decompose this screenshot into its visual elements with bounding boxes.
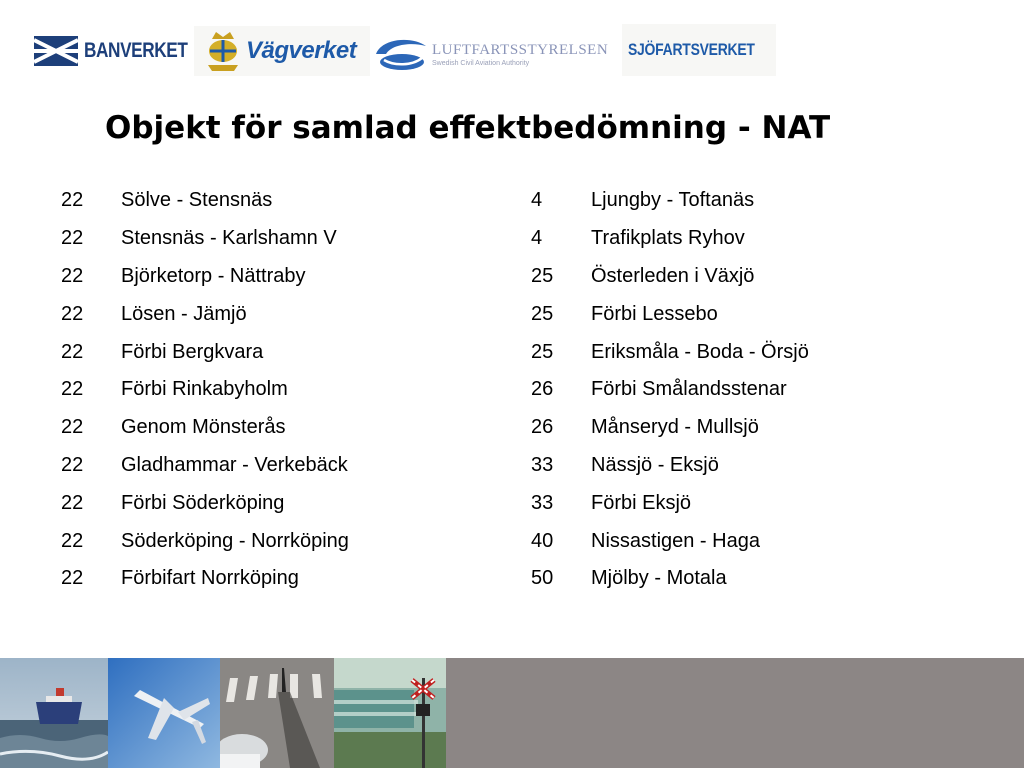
list-item <box>531 295 809 333</box>
pedestrian-crossing-photo <box>220 658 334 768</box>
project-name: Trafikplats Ryhov <box>591 227 745 250</box>
list-item <box>531 560 809 598</box>
road-number: 40 <box>531 529 554 552</box>
luftfartsstyrelsen-logo <box>372 36 608 72</box>
road-number: 22 <box>61 567 84 590</box>
road-number: 4 <box>531 227 543 250</box>
list-item <box>61 560 349 598</box>
list-item <box>531 447 809 485</box>
list-item <box>61 409 349 447</box>
airplane-photo <box>108 658 220 768</box>
road-number: 22 <box>61 340 84 363</box>
project-name: Förbi Söderköping <box>121 491 285 514</box>
project-name: Stensnäs - Karlshamn V <box>121 227 337 250</box>
road-number: 22 <box>61 189 84 212</box>
list-item <box>61 295 349 333</box>
project-name: Förbifart Norrköping <box>121 567 299 590</box>
list-item <box>61 522 349 560</box>
road-number: 22 <box>61 227 84 250</box>
project-name: Eriksmåla - Boda - Örsjö <box>591 340 809 363</box>
left-project-list <box>61 182 349 598</box>
list-item <box>531 371 809 409</box>
vagverket-logo-text: Vägverket <box>246 37 357 64</box>
crown-emblem-icon <box>204 29 242 73</box>
project-name: Ljungby - Toftanäs <box>591 189 755 212</box>
banverket-logo-text: BANVERKET <box>84 39 188 62</box>
road-number: 26 <box>531 416 554 439</box>
list-item <box>61 182 349 220</box>
road-number: 50 <box>531 567 554 590</box>
list-item <box>61 371 349 409</box>
banverket-logo <box>34 36 210 66</box>
project-name: Genom Mönsterås <box>121 416 286 439</box>
road-number: 33 <box>531 491 554 514</box>
list-item <box>531 522 809 560</box>
project-name: Björketorp - Nättraby <box>121 264 306 287</box>
railway-crossing-photo <box>334 658 446 768</box>
project-name: Sölve - Stensnäs <box>121 189 273 212</box>
road-number: 25 <box>531 264 554 287</box>
project-name: Månseryd - Mullsjö <box>591 416 759 439</box>
luftfartsstyrelsen-subtitle: Swedish Civil Aviation Authority <box>432 59 530 67</box>
project-name: Förbi Smålandsstenar <box>591 378 787 401</box>
road-number: 22 <box>61 302 84 325</box>
project-name: Förbi Rinkabyholm <box>121 378 288 401</box>
project-name: Lösen - Jämjö <box>121 302 247 325</box>
road-number: 22 <box>61 416 84 439</box>
sjofartsverket-logo <box>622 24 776 76</box>
project-name: Nässjö - Eksjö <box>591 453 719 476</box>
banverket-flag-icon <box>34 36 78 66</box>
project-name: Förbi Eksjö <box>591 491 692 514</box>
list-item <box>61 447 349 485</box>
list-item <box>61 484 349 522</box>
project-name: Söderköping - Norrköping <box>121 529 349 552</box>
project-name: Förbi Lessebo <box>591 302 718 325</box>
project-name: Nissastigen - Haga <box>591 529 760 552</box>
list-item <box>531 484 809 522</box>
agency-logos <box>34 22 784 80</box>
list-item <box>61 333 349 371</box>
road-number: 4 <box>531 189 543 212</box>
road-number: 22 <box>61 529 84 552</box>
list-item <box>531 220 809 258</box>
list-item <box>61 258 349 296</box>
road-number: 22 <box>61 264 84 287</box>
ship-photo <box>0 658 108 768</box>
vagverket-logo <box>194 26 370 76</box>
project-name: Österleden i Växjö <box>591 264 755 287</box>
aviation-swirl-icon <box>372 36 428 72</box>
road-number: 22 <box>61 491 84 514</box>
luftfartsstyrelsen-logo-text: LUFTFARTSSTYRELSEN <box>432 41 609 58</box>
list-item <box>531 182 809 220</box>
road-number: 26 <box>531 378 554 401</box>
footer-photo-strip <box>0 658 1024 768</box>
road-number: 22 <box>61 378 84 401</box>
road-number: 33 <box>531 453 554 476</box>
project-name: Gladhammar - Verkebäck <box>121 453 348 476</box>
road-number: 25 <box>531 302 554 325</box>
road-number: 25 <box>531 340 554 363</box>
road-number: 22 <box>61 453 84 476</box>
project-name: Förbi Bergkvara <box>121 340 264 363</box>
page-title: Objekt för samlad effektbedömning - NAT <box>105 110 831 146</box>
list-item <box>531 258 809 296</box>
list-item <box>61 220 349 258</box>
right-project-list <box>531 182 809 598</box>
list-item <box>531 333 809 371</box>
project-name: Mjölby - Motala <box>591 567 727 590</box>
list-item <box>531 409 809 447</box>
sjofartsverket-logo-text: SJÖFARTSVERKET <box>628 40 755 59</box>
